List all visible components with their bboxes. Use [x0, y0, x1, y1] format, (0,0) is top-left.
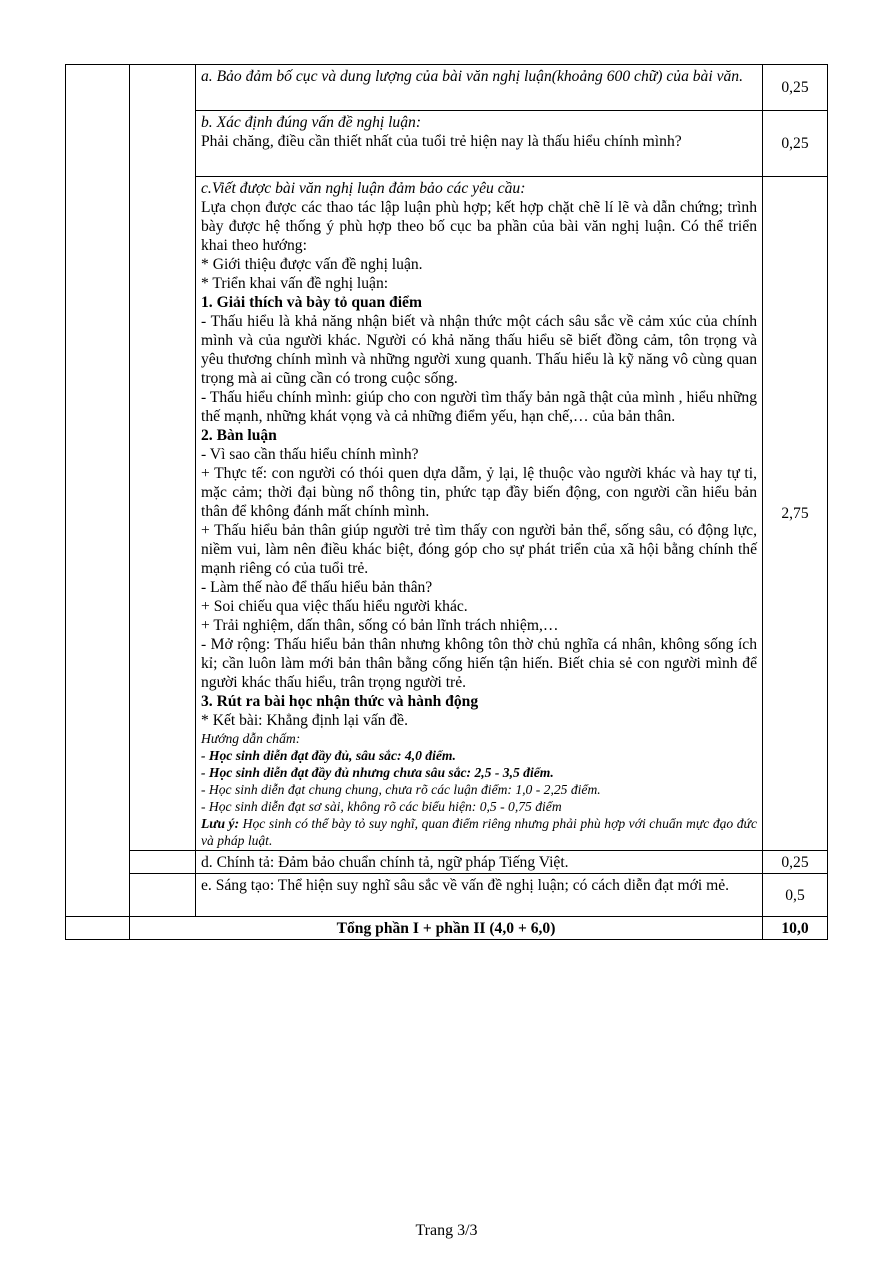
- table-row: [66, 851, 828, 874]
- score-b: 0,25: [763, 111, 828, 177]
- table-row: [66, 65, 828, 111]
- criterion-a-text: a. Bảo đảm bố cục và dung lượng của bài văn nghị luận(khoảng 600 chữ) của bài văn.: [201, 68, 743, 85]
- section-2-para: - Mở rộng: Thấu hiểu bản thân nhưng không tôn thờ chủ nghĩa cá nhân, không sống ích kỉ; cần luôn làm mới bản thân bằng cống hiến tận hiến. Biết chia sẻ con người mình để người khác thấu hiểu, trân trọng người trẻ.: [201, 636, 757, 691]
- guide-line: - Học sinh diễn đạt đầy đủ nhưng chưa sâu sắc: 2,5 - 3,5 điểm.: [201, 765, 554, 780]
- criterion-e: e. Sáng tạo: Thể hiện suy nghĩ sâu sắc về vấn đề nghị luận; có cách diễn đạt mới mẻ.: [196, 874, 763, 917]
- score-e: 0,5: [763, 874, 828, 917]
- section-3-title: 3. Rút ra bài học nhận thức và hành động: [201, 693, 479, 710]
- section-1-para: - Thấu hiểu chính mình: giúp cho con người tìm thấy bản ngã thật của mình , hiểu những thế mạnh, những khát vọng và cả những điểm yếu, hạn chế,… của bản thân.: [201, 389, 757, 425]
- section-2-para: + Soi chiếu qua việc thấu hiểu người khác.: [201, 598, 468, 615]
- criterion-c-intro: Lựa chọn được các thao tác lập luận phù hợp; kết hợp chặt chẽ lí lẽ và dẫn chứng; trình bày được hệ thống ý phù hợp theo bố cục ba phần của bài văn nghị luận. Có thể triển khai theo hướng:: [201, 199, 757, 254]
- section-1-title: 1. Giải thích và bày tỏ quan điểm: [201, 294, 422, 311]
- section-2-para: + Thực tế: con người có thói quen dựa dẫm, ỷ lại, lệ thuộc vào người khác và hay tự ti, mặc cảm; thời đại bùng nổ thông tin, phức tạp đầy biến động, con người cần hiểu bản thân để không đánh mất chính mình.: [201, 465, 757, 520]
- section-2-para: - Làm thế nào để thấu hiểu bản thân?: [201, 579, 433, 596]
- section-2-para: + Trải nghiệm, dấn thân, sống có bản lĩnh trách nhiệm,…: [201, 617, 559, 634]
- item-cell: [130, 851, 196, 874]
- part-cell: [66, 65, 130, 917]
- total-row: [66, 917, 828, 940]
- guide-note: [201, 815, 757, 849]
- criterion-b-heading: b. Xác định đúng vấn đề nghị luận:: [201, 114, 422, 131]
- page-number: Trang 3/3: [415, 1222, 478, 1239]
- item-cell: [130, 65, 196, 851]
- bullet-develop: * Triển khai vấn đề nghị luận:: [201, 275, 389, 292]
- criterion-d: d. Chính tả: Đảm bảo chuẩn chính tả, ngữ pháp Tiếng Việt.: [196, 851, 763, 874]
- guide-line: - Học sinh diễn đạt đầy đủ, sâu sắc: 4,0 điểm.: [201, 748, 456, 763]
- section-3-para: * Kết bài: Khẳng định lại vấn đề.: [201, 712, 408, 729]
- score-a: 0,25: [763, 65, 828, 111]
- item-cell: [130, 874, 196, 917]
- guide-line: - Học sinh diễn đạt sơ sài, không rõ các biểu hiện: 0,5 - 0,75 điểm: [201, 799, 562, 814]
- section-2-title: 2. Bàn luận: [201, 427, 277, 444]
- grading-table: [65, 64, 828, 940]
- note-text: Học sinh có thể bày tỏ suy nghĩ, quan điểm riêng nhưng phải phù hợp với chuẩn mực đạo đức và pháp luật.: [201, 816, 757, 848]
- criterion-a: [196, 65, 763, 111]
- criterion-b: [196, 111, 763, 177]
- section-2-para: - Vì sao cần thấu hiểu chính mình?: [201, 446, 419, 463]
- total-label: Tổng phần I + phần II (4,0 + 6,0): [130, 917, 763, 940]
- guide-line: - Học sinh diễn đạt chung chung, chưa rõ các luận điểm: 1,0 - 2,25 điểm.: [201, 782, 601, 797]
- bullet-introduce: * Giới thiệu được vấn đề nghị luận.: [201, 256, 423, 273]
- score-c: 2,75: [763, 177, 828, 851]
- guide-title: Hướng dẫn chấm:: [201, 731, 301, 746]
- table-row: [66, 874, 828, 917]
- criterion-c-heading: c.Viết được bài văn nghị luận đảm bảo các yêu cầu:: [201, 180, 526, 197]
- note-label: Lưu ý:: [201, 816, 240, 831]
- score-d: 0,25: [763, 851, 828, 874]
- total-score: 10,0: [763, 917, 828, 940]
- total-empty-cell: [66, 917, 130, 940]
- section-1-para: - Thấu hiểu là khả năng nhận biết và nhận thức một cách sâu sắc về cảm xúc của chính mình và của người khác. Người có khả năng thấu hiểu sẽ biết đồng cảm, tôn trọng và yêu thương chính mình và những người xung quanh. Thấu hiểu là kỹ năng vô cùng quan trọng mà ai cũng cần có trong cuộc sống.: [201, 313, 757, 387]
- section-2-para: + Thấu hiểu bản thân giúp người trẻ tìm thấy con người bản thể, sống sâu, có động lực, niềm vui, làm nên điều khác biệt, đóng góp cho sự phát triển của xã hội bằng chính thế mạnh riêng có của tuổi trẻ.: [201, 522, 757, 577]
- criterion-b-text: Phải chăng, điều cần thiết nhất của tuổi trẻ hiện nay là thấu hiểu chính mình?: [201, 133, 682, 150]
- criterion-c: [196, 177, 763, 851]
